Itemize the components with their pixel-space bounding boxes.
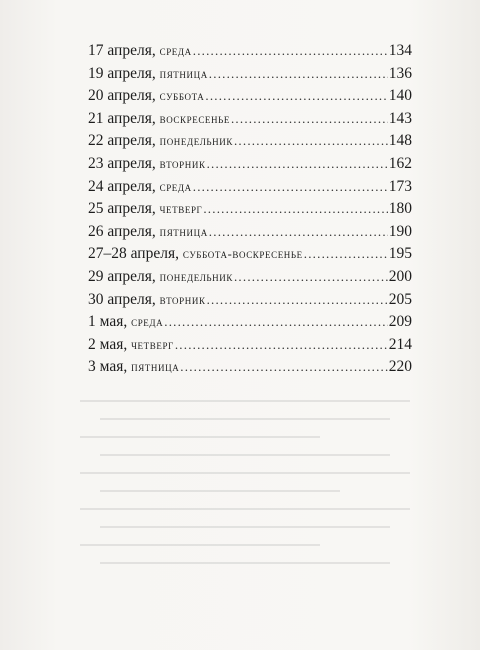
toc-leader-dots [164,314,388,330]
toc-entry-date: 30 апреля [88,290,152,308]
toc-entry-separator: , [123,313,132,331]
toc-entry-separator: , [175,245,183,263]
toc-entry-date: 1 мая [88,313,124,331]
toc-leader-dots [304,246,388,262]
toc-entry-date: 17 апреля [88,42,152,59]
toc-entry [88,87,412,110]
toc-entry [88,42,412,65]
toc-entry [88,200,412,223]
toc-entry-weekday: суббота [159,89,205,104]
toc-leader-dots [193,43,388,59]
toc-entry-weekday: вторник [159,292,206,307]
toc-entry-separator: , [151,109,160,127]
toc-entry-page-number: 209 [388,313,412,331]
toc-leader-dots [180,359,387,375]
toc-leader-dots [234,269,388,285]
toc-leader-dots [207,292,388,308]
toc-entry-weekday: пятница [159,224,208,239]
toc-entry-separator: , [123,358,132,376]
toc-leader-dots [203,201,387,217]
toc-entry-date: 3 мая [88,358,124,376]
toc-entry-weekday: пятница [159,66,208,81]
toc-leader-dots [209,224,388,240]
toc-entry-weekday: понедельник [159,134,233,149]
toc-entry-page-number: 143 [388,109,412,127]
toc-entry-page-number: 190 [388,222,412,240]
toc-entry [88,268,412,291]
toc-entry-date: 22 апреля [88,132,152,150]
table-of-contents [88,42,412,381]
toc-entry-page-number: 205 [388,290,412,308]
toc-entry [88,155,412,178]
toc-entry-date: 19 апреля [88,64,152,82]
toc-entry-weekday: среда [159,44,192,58]
toc-entry-date: 20 апреля [88,87,152,105]
toc-entry-separator: , [151,64,160,82]
toc-leader-dots [205,88,387,104]
toc-entry [88,178,412,201]
toc-entry-date: 26 апреля [88,222,152,240]
toc-entry-page-number: 214 [388,335,412,353]
toc-entry-weekday: суббота-воскресенье [182,247,303,262]
toc-entry-date: 21 апреля [88,109,152,127]
toc-entry-separator: , [151,154,160,172]
toc-entry-page-number: 134 [388,42,412,59]
toc-entry-page-number: 148 [388,132,412,150]
toc-entry [88,245,412,268]
toc-entry-separator: , [151,267,160,285]
toc-entry [88,223,412,246]
toc-entry-weekday: среда [131,315,164,330]
toc-entry-separator: , [151,87,160,105]
toc-entry-page-number: 173 [388,177,412,195]
toc-entry [88,313,412,336]
toc-entry-weekday: среда [159,179,192,194]
toc-entry-separator: , [151,222,160,240]
toc-entry-weekday: понедельник [159,269,233,284]
toc-entry-weekday: вторник [159,156,206,171]
toc-entry-separator: , [151,290,160,308]
toc-entry-separator: , [151,42,160,59]
toc-entry-page-number: 162 [388,154,412,172]
toc-entry [88,358,412,381]
toc-leader-dots [175,337,388,353]
toc-entry-date: 25 апреля [88,200,152,218]
toc-entry [88,336,412,359]
toc-entry-weekday: пятница [131,360,180,375]
toc-entry [88,132,412,155]
toc-leader-dots [209,66,388,82]
toc-entry-date: 29 апреля [88,267,152,285]
toc-entry-page-number: 136 [388,64,412,82]
toc-entry [88,291,412,314]
toc-entry-date: 2 мая [88,335,124,353]
toc-entry [88,65,412,88]
toc-entry [88,110,412,133]
toc-leader-dots [231,111,388,127]
toc-leader-dots [193,179,388,195]
toc-entry-page-number: 200 [388,267,412,285]
toc-entry-separator: , [151,200,160,218]
toc-entry-page-number: 220 [388,358,412,376]
toc-entry-date: 27–28 апреля [88,245,176,263]
toc-entry-separator: , [151,177,160,195]
toc-entry-page-number: 180 [388,200,412,218]
toc-entry-separator: , [123,335,132,353]
toc-entry-weekday: четверг [159,202,203,217]
toc-entry-date: 24 апреля [88,177,152,195]
toc-leader-dots [234,133,388,149]
toc-leader-dots [207,156,388,172]
show-through-text [80,400,410,580]
toc-entry-page-number: 195 [388,245,412,263]
toc-entry-page-number: 140 [388,87,412,105]
toc-entry-separator: , [151,132,160,150]
toc-entry-date: 23 апреля [88,154,152,172]
toc-entry-weekday: четверг [131,337,174,352]
toc-entry-weekday: воскресенье [159,111,230,126]
